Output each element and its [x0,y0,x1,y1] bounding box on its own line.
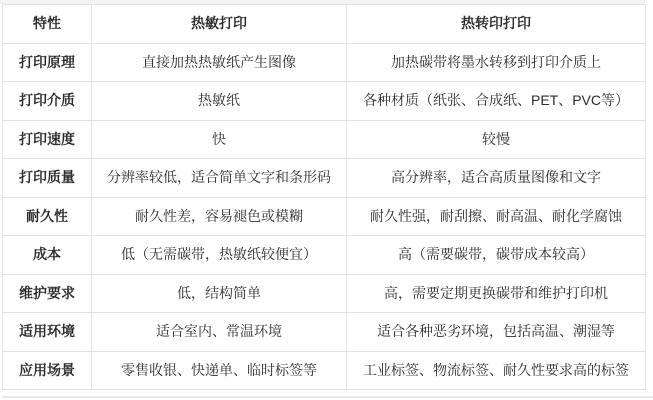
feature-cell: 成本 [3,236,92,275]
value-cell: 分辨率较低，适合简单文字和条形码 [92,159,347,198]
table-row [3,351,646,390]
value-cell: 较慢 [347,120,646,159]
feature-cell: 打印质量 [3,159,92,198]
value-cell: 耐久性差，容易褪色或模糊 [92,197,347,236]
feature-cell: 应用场景 [3,351,92,390]
table-row [3,236,646,275]
value-cell: 零售收银、快递单、临时标签等 [92,351,347,390]
value-cell: 高分辨率，适合高质量图像和文字 [347,159,646,198]
feature-cell: 打印介质 [3,82,92,121]
value-cell: 工业标签、物流标签、耐久性要求高的标签 [347,351,646,390]
value-cell: 各种材质（纸张、合成纸、PET、PVC等） [347,82,646,121]
table-row [3,313,646,352]
value-cell: 低（无需碳带，热敏纸较便宜） [92,236,347,275]
value-cell: 适合室内、常温环境 [92,313,347,352]
feature-cell: 打印速度 [3,120,92,159]
table-row [3,274,646,313]
next-element-edge [2,396,653,398]
feature-cell: 适用环境 [3,313,92,352]
value-cell: 耐久性强，耐刮擦、耐高温、耐化学腐蚀 [347,197,646,236]
value-cell: 直接加热热敏纸产生图像 [92,43,347,82]
comparison-table [2,4,646,390]
feature-cell: 打印原理 [3,43,92,82]
value-cell: 适合各种恶劣环境，包括高温、潮湿等 [347,313,646,352]
table-row [3,159,646,198]
value-cell: 低，结构简单 [92,274,347,313]
table-row [3,120,646,159]
feature-cell: 维护要求 [3,274,92,313]
column-header: 热转印打印 [347,5,646,44]
table-row [3,197,646,236]
table-header-row [3,5,646,44]
table-row [3,43,646,82]
feature-cell: 耐久性 [3,197,92,236]
value-cell: 热敏纸 [92,82,347,121]
column-header: 特性 [3,5,92,44]
value-cell: 高，需要定期更换碳带和维护打印机 [347,274,646,313]
value-cell: 快 [92,120,347,159]
column-header: 热敏打印 [92,5,347,44]
value-cell: 高（需要碳带，碳带成本较高） [347,236,646,275]
table-row [3,82,646,121]
value-cell: 加热碳带将墨水转移到打印介质上 [347,43,646,82]
